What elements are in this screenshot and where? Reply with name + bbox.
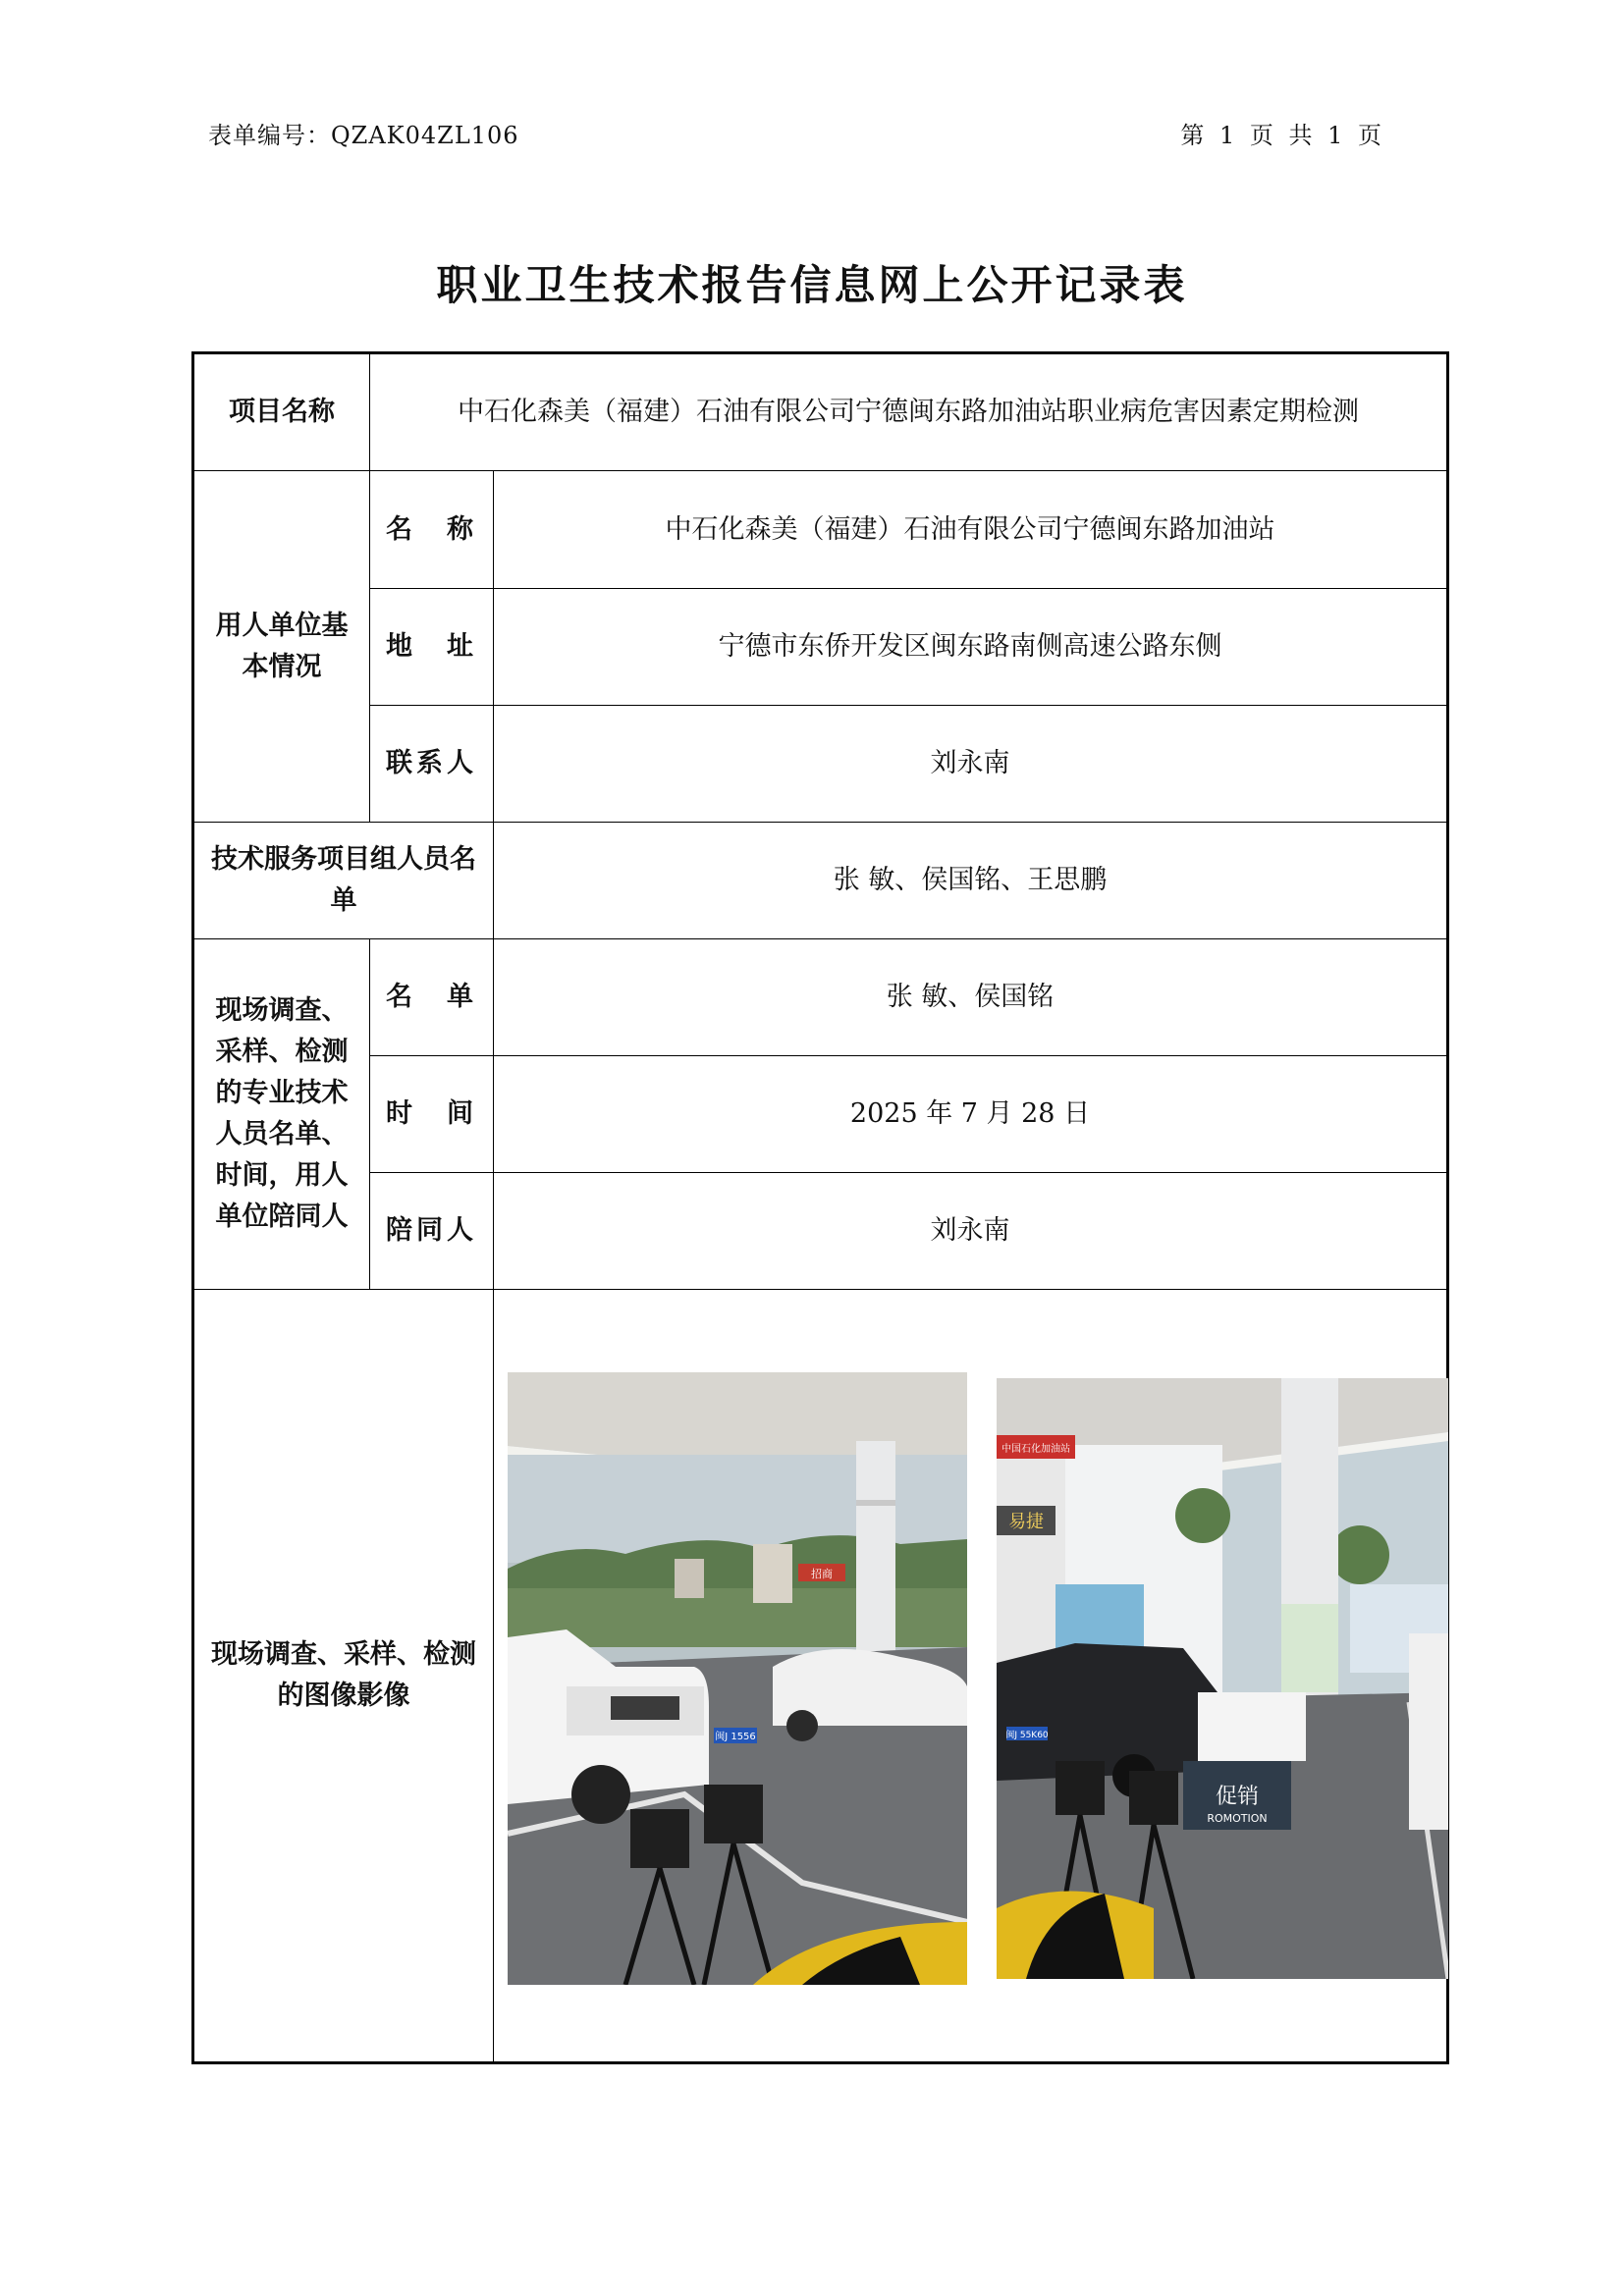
row-field-time: [193, 1056, 1448, 1173]
page-number: 第 1 页 共 1 页: [1180, 122, 1382, 149]
right-photo-banner-text: 中国石化加油站: [1001, 1444, 1070, 1455]
field-time-label: 时 间: [370, 1056, 494, 1173]
employer-name-value: 中石化森美（福建）石油有限公司宁德闽东路加油站: [494, 471, 1448, 589]
site-photo-right: [997, 1378, 1448, 1979]
row-project-name: [193, 353, 1448, 471]
right-photo-plate-text: 闽J 55K60: [1005, 1731, 1049, 1740]
images-cell: [494, 1290, 1448, 2063]
field-list-label: 名 单: [370, 939, 494, 1056]
employer-address-label: 地 址: [370, 589, 494, 706]
employer-label: 用人单位基本情况: [193, 471, 370, 823]
row-employer-name: [193, 471, 1448, 589]
row-images: [193, 1290, 1448, 2063]
record-table: [191, 351, 1449, 2064]
row-employer-address: [193, 589, 1448, 706]
site-photo-left: [508, 1372, 967, 1985]
employer-contact-value: 刘永南: [494, 706, 1448, 823]
team-value: 张 敏、侯国铭、王思鹏: [494, 823, 1448, 939]
project-name-label: 项目名称: [193, 353, 370, 471]
employer-contact-label: 联系人: [370, 706, 494, 823]
left-photo-sign-text: 招商: [811, 1568, 833, 1580]
row-employer-contact: [193, 706, 1448, 823]
field-escort-label: 陪同人: [370, 1173, 494, 1290]
left-photo-plate-text: 闽J 1556: [715, 1732, 756, 1742]
row-team: [193, 823, 1448, 939]
right-photo-promo-en-text: ROMOTION: [1207, 1812, 1268, 1825]
employer-name-label: 名 称: [370, 471, 494, 589]
employer-address-value: 宁德市东侨开发区闽东路南侧高速公路东侧: [494, 589, 1448, 706]
right-photo-promo-text: 促销: [1215, 1785, 1260, 1809]
row-field-escort: [193, 1173, 1448, 1290]
team-label: 技术服务项目组人员名单: [193, 823, 494, 939]
field-time-value: 2025 年 7 月 28 日: [494, 1056, 1448, 1173]
right-photo-shop-text: 易捷: [1008, 1512, 1044, 1532]
form-number: 表单编号：QZAK04ZL106: [208, 122, 519, 149]
project-name-value: 中石化森美（福建）石油有限公司宁德闽东路加油站职业病危害因素定期检测: [370, 353, 1448, 471]
row-field-list: [193, 939, 1448, 1056]
document-title: 职业卫生技术报告信息网上公开记录表: [436, 261, 1188, 309]
field-list-value: 张 敏、侯国铭: [494, 939, 1448, 1056]
field-label: 现场调查、采样、检测的专业技术人员名单、时间，用人单位陪同人: [193, 939, 370, 1290]
field-escort-value: 刘永南: [494, 1173, 1448, 1290]
images-label: 现场调查、采样、检测的图像影像: [193, 1290, 494, 2063]
